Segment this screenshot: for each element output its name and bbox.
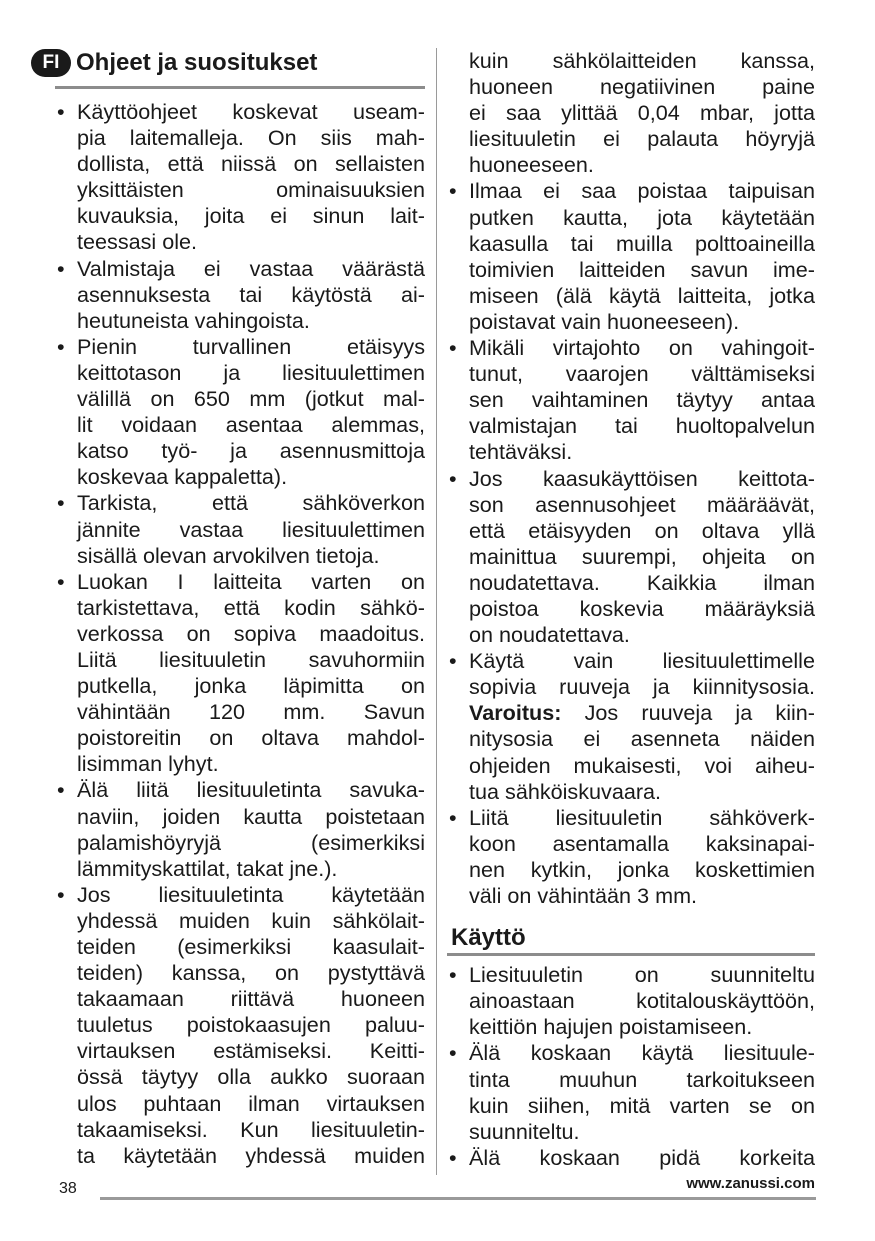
list-item-line: naviin, joiden kautta poistetaan [77,803,425,829]
list-item-line: teiden) kanssa, on pystyttävä [77,960,425,986]
continued-line: ei saa ylittää 0,04 mbar, jotta [469,100,815,126]
list-item-warning [447,648,815,805]
list-item-line: • Jos kaasukäyttöisen keittota- [469,465,815,491]
list-item-line: • Älä koskaan käytä liesituule- [469,1040,815,1066]
list-item-line: jännite vastaa liesituulettimen [77,516,425,542]
list-item-line: takaamaan riittävä huoneen [77,986,425,1012]
list-item-line: valmistajan tai huoltopalvelun [469,413,815,439]
warning-line-2: sopivia ruuveja ja kiinnitysosia. [469,674,815,700]
warning-line-5: ohjeiden mukaisesti, voi aiheu- [469,752,815,778]
list-item-line: tehtäväksi. [469,439,573,465]
list-item-line: keittotason ja liesituulettimen [77,359,425,385]
left-bullet-list [55,99,425,1169]
list-item-line: välillä on 650 mm (jotkut mal- [77,386,425,412]
list-item [447,1145,815,1171]
section2-rule [447,953,815,956]
list-item-line: vähintään 120 mm. Savun [77,699,425,725]
list-item [55,256,425,334]
left-column [42,48,425,1169]
list-item-line: katso työ- ja asennusmittoja [77,438,425,464]
continued-line: liesituuletin ei palauta höyryjä [469,126,815,152]
list-item [55,99,425,256]
list-item-line: keittiön hajujen poistamiseen. [469,1014,753,1040]
list-item-line: lit voidaan asentaa alemmas, [77,412,425,438]
list-item-line: sen vaihtaminen täytyy antaa [469,387,815,413]
right-column [447,48,815,1171]
list-item-line: • Mikäli virtajohto on vahingoit- [469,335,815,361]
list-item-line: össä täytyy olla aukko suoraan [77,1064,425,1090]
list-item-line: tuuletus poistokaasujen paluu- [77,1012,425,1038]
footer-rule [100,1197,816,1200]
list-item-line: yhdessä muiden kuin sähkölait- [77,907,425,933]
right-bullet-list-2 [447,805,815,909]
list-item-line: kuvauksia, joita ei sinun lait- [77,203,425,229]
list-item-line: • Pienin turvallinen etäisyys [77,333,425,359]
warning-line-4: nitysosia ei asenneta näiden [469,726,815,752]
list-item-line: teessasi ole. [77,229,198,255]
list-item-line: poistoreitin on oltava mahdol- [77,725,425,751]
section2-title: Käyttö [451,924,526,952]
list-item-line: että etäisyyden on oltava yllä [469,517,815,543]
list-item-line: mainittua suurempi, ohjeita on [469,543,815,569]
list-item-line: toimivien laitteiden savun ime- [469,256,815,282]
section-header [42,48,425,78]
continued-line: huoneeseen. [469,152,594,178]
list-item-line: poistoa koskevia määräyksiä [469,595,815,621]
list-item-line: teiden (esimerkiksi kaasulait- [77,934,425,959]
list-item-line: ainoastaan kotitalouskäyttöön, [469,988,815,1014]
list-item-line: dollista, että niissä on sellaisten [77,151,425,177]
language-badge: FI [31,49,71,77]
list-item-line: • Jos liesituuletinta käytetään [77,881,425,907]
section2-bullet-list [447,962,815,1171]
column-divider [436,48,437,1175]
warning-line-3 [469,700,815,726]
warning-line-6: tua sähköiskuvaara. [469,778,662,804]
list-item-line: lisimman lyhyt. [77,751,219,777]
list-item-line: Liitä liesituuletin savuhormiin [77,646,425,672]
list-item-line: verkossa on sopiva maadoitus. [77,620,425,646]
continued-line: kuin sähkölaitteiden kanssa, [469,48,815,73]
list-item-line: tarkistettava, että kodin sähkö- [77,594,425,620]
list-item-line: väli on vähintään 3 mm. [469,883,698,908]
list-item [55,569,425,778]
list-item-line: heutuneista vahingoista. [77,307,310,333]
list-item-line: putkella, jonka läpimitta on [77,673,425,699]
list-item-line: • Valmistaja ei vastaa väärästä [77,255,425,281]
website-url: www.zanussi.com [686,1175,815,1192]
warning-line-1: • Käytä vain liesituulettimelle [469,648,815,674]
list-item-line: yksittäisten ominaisuuksien [77,177,425,203]
list-item-line: tunut, vaarojen välttämiseksi [469,361,815,387]
list-item [447,335,815,465]
warning-label: Varoitus: [469,700,562,726]
list-item-line: • Liesituuletin on suunniteltu [469,962,815,988]
list-item-line: miseen (älä käytä laitteita, jotka [469,282,815,308]
list-item-line: takaamiseksi. Kun liesituuletin- [77,1116,425,1142]
list-item-line: pia laitemalleja. On siis mah- [77,125,425,151]
list-item-line: • Älä koskaan pidä korkeita [469,1144,815,1170]
list-item-line: koskevaa kappaletta). [77,464,288,490]
list-item-line: tinta muuhun tarkoitukseen [469,1066,815,1092]
list-item-line: • Luokan I laitteita varten on [77,568,425,594]
list-item-line: poistavat vain huoneeseen). [469,308,740,334]
list-item-line: on noudatettava. [469,622,630,648]
list-item-line: virtauksen estämiseksi. Keitti- [77,1038,425,1064]
list-item [55,334,425,491]
continued-paragraph [447,48,815,178]
list-item-line: • Ilmaa ei saa poistaa taipuisan [469,178,815,204]
list-item-line: • Älä liitä liesituuletinta savuka- [77,777,425,803]
list-item-line: ulos puhtaan ilman virtauksen [77,1090,425,1116]
list-item [55,882,425,1169]
list-item [447,962,815,1040]
list-item-line: kaasulla tai muilla polttoaineilla [469,230,815,256]
list-item-line: • Käyttöohjeet koskevat useam- [77,99,425,124]
list-item-line: palamishöyryjä (esimerkiksi [77,829,425,855]
list-item-line: ta käytetään yhdessä muiden [77,1142,425,1168]
right-bullet-list [447,178,815,648]
list-item-line: • Liitä liesituuletin sähköverk- [469,804,815,830]
list-item-line: • Tarkista, että sähköverkon [77,490,425,516]
list-item [55,777,425,881]
warning-after-label: Jos ruuveja ja kiin- [561,700,815,726]
list-item-line: nen kytkin, jonka koskettimien [469,856,815,882]
list-item [447,466,815,649]
section-title: Ohjeet ja suositukset [76,48,318,76]
title-rule [55,86,425,89]
list-item [447,178,815,335]
list-item-line: koon asentamalla kaksinapai- [469,830,815,856]
list-item [447,805,815,909]
list-item-line: suunniteltu. [469,1118,580,1144]
continued-line: huoneen negatiivinen paine [469,74,815,100]
page-number: 38 [59,1180,77,1197]
list-item-line: sisällä olevan arvokilven tietoja. [77,542,380,568]
list-item [55,490,425,568]
list-item-line: putken kautta, jota käytetään [469,204,815,230]
list-item-line: asennuksesta tai käytöstä ai- [77,281,425,307]
list-item-line: noudatettava. Kaikkia ilman [469,569,815,595]
list-item-line: lämmityskattilat, takat jne.). [77,855,338,881]
list-item-line: kuin siihen, mitä varten se on [469,1092,815,1118]
list-item-line: son asennusohjeet määräävät, [469,491,815,517]
list-item [447,1040,815,1144]
